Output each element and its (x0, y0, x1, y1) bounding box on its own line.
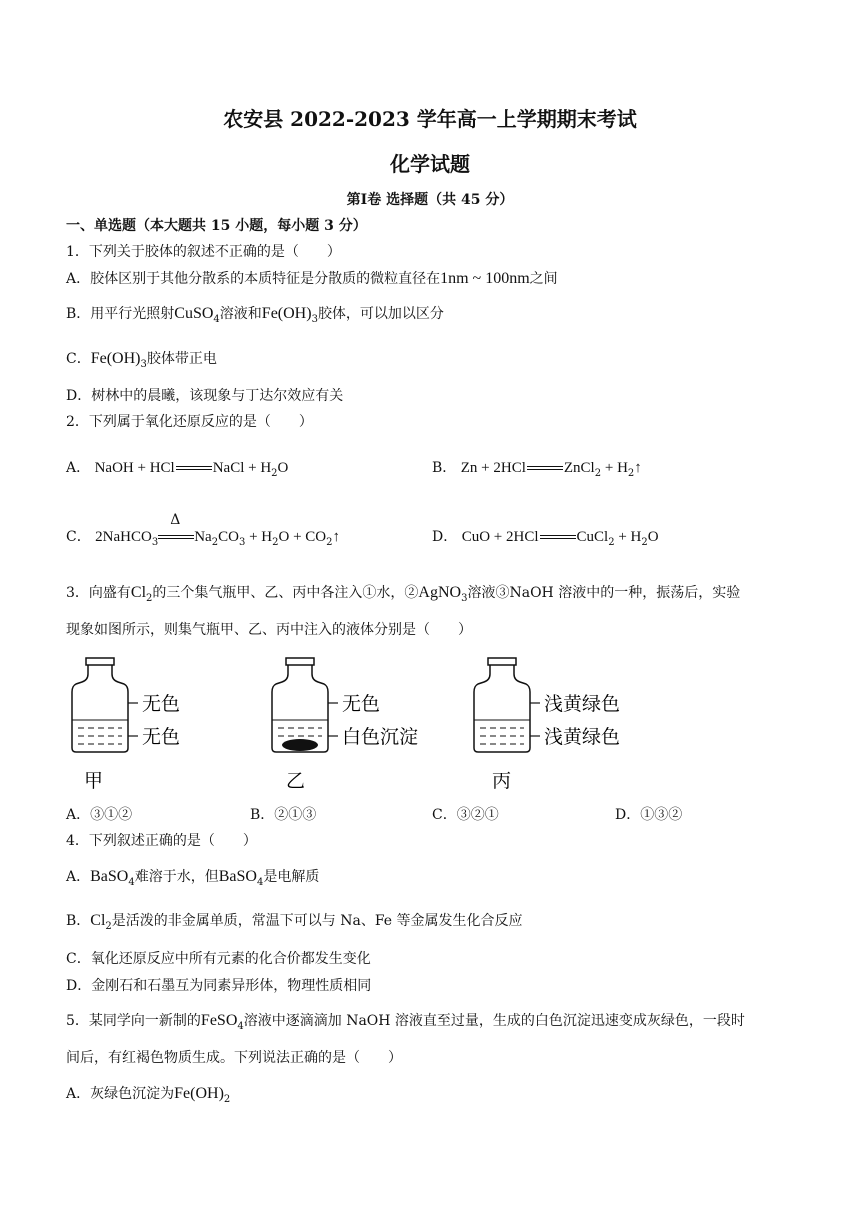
q2-option-d: D． CuO + 2HCl CuCl$_2$ + $H_2O$ (432, 529, 659, 548)
q1-option-b: B．用平行光照射CuSO$_4$溶液和$Fe(OH)_3$胶体，可以加以区分 (66, 305, 444, 325)
bottle-jia (72, 658, 180, 792)
q1-option-c: C．$Fe(OH)_3$胶体带正电 (66, 350, 217, 370)
q3-stem-line1: 3．向盛有$Cl_2$的三个集气瓶甲、乙、丙中各注入①水，②AgNO$_3$溶液③NaOH 溶液中的一种，振荡后，实验 (66, 584, 741, 604)
q4-option-b: B．$Cl_2$是活泼的非金属单质，常温下可以与 Na、Fe 等金属发生化合反应 (66, 912, 523, 932)
bottle-yi (272, 658, 418, 792)
q5-stem-line2: 间后，有红褐色物质生成。下列说法正确的是（ ） (66, 1050, 402, 1066)
q5-option-a: A．灰绿色沉淀为$Fe(OH)_2$ (66, 1085, 231, 1105)
bottle-bing-name: 丙 (492, 770, 512, 792)
bottle-yi-name: 乙 (286, 770, 306, 792)
precipitate-icon (282, 739, 318, 751)
q1-option-d: D．树林中的晨曦，该现象与丁达尔效应有关 (66, 388, 344, 404)
q3-option-b: B．②①③ (250, 807, 317, 823)
section-heading: 一、单选题（本大题共 15 小题，每小题 3 分） (66, 218, 367, 234)
q3-stem-line2: 现象如图所示，则集气瓶甲、乙、丙中注入的液体分别是（ ） (66, 622, 472, 638)
q2-option-a: A． NaOH + HCl NaCl + $H_2O$ (66, 460, 289, 479)
q2-option-b: B． Zn + 2HCl ZnCl$_2$ + $H_2↑$ (432, 460, 642, 479)
heating-equals-icon: Δ (158, 535, 194, 539)
gas-bottles-figure (60, 652, 660, 794)
q4-stem: 4．下列叙述正确的是（ ） (66, 833, 257, 849)
part-heading: 第Ⅰ卷 选择题（共 45 分） (346, 192, 514, 208)
exam-title: 农安县 2022-2023 学年高一上学期期末考试 (223, 107, 637, 131)
q4-option-c: C．氧化还原反应中所有元素的化合价都发生变化 (66, 951, 371, 967)
exam-subtitle: 化学试题 (390, 152, 470, 176)
equals-sign-icon (540, 535, 576, 539)
q2-stem: 2．下列属于氧化还原反应的是（ ） (66, 414, 313, 430)
equals-sign-icon (527, 466, 563, 470)
q3-option-c: C．③②① (432, 807, 499, 823)
q3-option-a: A．③①② (66, 807, 133, 823)
q1-option-a: A．胶体区别于其他分散系的本质特征是分散质的微粒直径在1nm ~ 100nm之间 (66, 270, 558, 287)
q3-option-d: D．①③② (615, 807, 683, 823)
q5-stem-line1: 5．某同学向一新制的FeSO$_4$溶液中逐滴滴加 NaOH 溶液直至过量，生成的白色沉淀迅速变成灰绿色，一段时 (66, 1012, 745, 1032)
bottle-bing-top-label: 浅黄绿色 (544, 693, 621, 715)
q1-stem: 1．下列关于胶体的叙述不正确的是（ ） (66, 244, 341, 260)
bottle-jia-name: 甲 (84, 770, 104, 792)
q4-option-d: D．金刚石和石墨互为同素异形体，物理性质相同 (66, 978, 372, 994)
bottle-yi-top-label: 无色 (342, 693, 381, 715)
bottle-bing (474, 658, 620, 792)
q2-option-c: C． 2NaHCO$_3$ Δ $Na_2CO_3 + H_2O$ + $CO_2↑$ (66, 512, 340, 548)
q4-option-a: A．BaSO$_4$难溶于水，但BaSO$_4$是电解质 (66, 868, 320, 888)
equals-sign-icon (176, 466, 212, 470)
bottle-yi-bottom-label: 白色沉淀 (342, 726, 419, 748)
bottle-bing-bottom-label: 浅黄绿色 (544, 726, 621, 748)
bottle-jia-bottom-label: 无色 (142, 726, 181, 748)
bottle-jia-top-label: 无色 (142, 693, 181, 715)
